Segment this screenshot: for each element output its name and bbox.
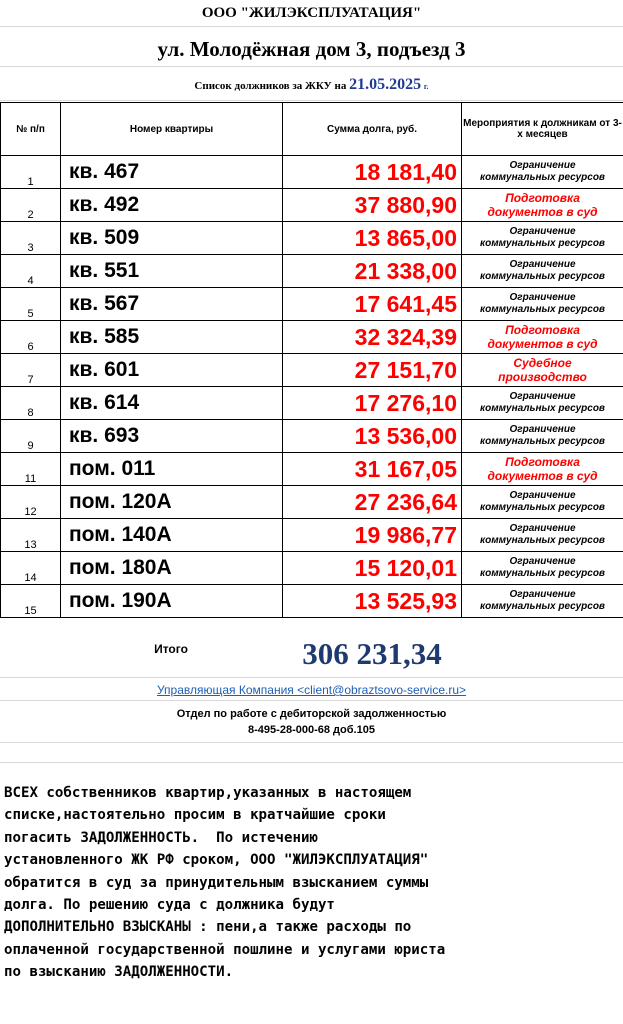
measure-line: документов в суд [487,205,598,219]
date-suffix: г. [423,82,429,91]
row-num: 11 [1,453,61,486]
row-apartment: пом. 140А [61,519,283,552]
row-amount: 31 167,05 [283,453,462,486]
row-num: 2 [1,189,61,222]
row-measure [462,486,623,519]
notice-line: погасить ЗАДОЛЖЕННОСТЬ. По истечению [4,829,318,846]
list-date: 21.05.2025 [349,76,422,93]
measure-line: Подготовка [505,455,580,469]
measure-line: коммунальных ресурсов [480,403,605,414]
notice-line: списке,настоятельно просим в кратчайшие сроки [4,807,386,824]
measure-line: производство [498,370,587,384]
table-body [1,156,623,618]
row-amount: 27 236,64 [283,486,462,519]
row-measure [462,321,623,354]
table-row [1,420,623,453]
notice-line: долга. По решению суда с должника будут [4,897,335,914]
table-row [1,321,623,354]
debtors-table [0,102,623,618]
row-num: 6 [1,321,61,354]
row-apartment: кв. 693 [61,420,283,453]
row-amount: 19 986,77 [283,519,462,552]
row-num: 3 [1,222,61,255]
row-amount: 13 865,00 [283,222,462,255]
row-num: 7 [1,354,61,387]
notice-line: обратится в суд за принудительным взысканием суммы [4,874,429,891]
grid-line [0,762,623,763]
notice-line: ДОПОЛНИТЕЛЬНО ВЗЫСКАНЫ : пени,а также расходы по [4,919,412,936]
row-apartment: кв. 492 [61,189,283,222]
measure-line: Ограничение [509,391,576,402]
measure-line: Подготовка [505,323,580,337]
row-measure [462,288,623,321]
table-row [1,486,623,519]
measure-line: коммунальных ресурсов [480,601,605,612]
row-measure [462,156,623,189]
row-apartment: пом. 120А [61,486,283,519]
row-apartment: кв. 509 [61,222,283,255]
measure-line: Ограничение [509,160,576,171]
notice-line: по взысканию ЗАДОЛЖЕННОСТИ. [4,964,234,981]
measure-line: Подготовка [505,191,580,205]
row-apartment: кв. 467 [61,156,283,189]
org-name: ООО "ЖИЛЭКСПЛУАТАЦИЯ" [201,5,422,21]
list-subtitle [0,72,623,98]
table-row [1,552,623,585]
measure-line: Ограничение [509,490,576,501]
row-num: 1 [1,156,61,189]
row-num: 5 [1,288,61,321]
table-row [1,288,623,321]
measure-line: документов в суд [487,337,598,351]
row-num: 4 [1,255,61,288]
notice-line: оплаченной государственной пошлине и услугами юриста [4,941,446,958]
row-amount: 13 525,93 [283,585,462,618]
row-measure [462,420,623,453]
row-measure [462,387,623,420]
table-row [1,519,623,552]
row-num: 14 [1,552,61,585]
row-amount: 32 324,39 [283,321,462,354]
row-measure [462,519,623,552]
measure-line: коммунальных ресурсов [480,271,605,282]
header-measures: Мероприятия к должникам от 3-х месяцев [462,103,623,156]
row-num: 12 [1,486,61,519]
total-label: Итого [154,642,188,656]
measure-line: коммунальных ресурсов [480,568,605,579]
measure-line: коммунальных ресурсов [480,436,605,447]
row-measure [462,354,623,387]
grid-line [0,700,623,701]
row-amount: 21 338,00 [283,255,462,288]
measure-line: коммунальных ресурсов [480,172,605,183]
debt-notice-text [4,782,620,984]
row-amount: 15 120,01 [283,552,462,585]
row-measure [462,585,623,618]
row-amount: 13 536,00 [283,420,462,453]
grid-line [0,100,623,101]
row-amount: 18 181,40 [283,156,462,189]
row-apartment: пом. 190А [61,585,283,618]
table-row [1,387,623,420]
row-apartment: пом. 180А [61,552,283,585]
grid-line [0,677,623,678]
company-email-link[interactable]: Управляющая Компания <client@obraztsovo-service.ru> [156,683,467,697]
total-value: 306 231,34 [302,636,442,671]
subtitle-prefix: Список должников за ЖКУ на [194,80,347,92]
row-amount: 17 276,10 [283,387,462,420]
table-row [1,585,623,618]
row-num: 15 [1,585,61,618]
row-apartment: пом. 011 [61,453,283,486]
header-apartment: Номер квартиры [61,103,283,156]
header-num: № п/п [1,103,61,156]
address-title: ул. Молодёжная дом 3, подъезд 3 [157,37,466,61]
measure-line: Ограничение [509,523,576,534]
row-apartment: кв. 567 [61,288,283,321]
row-apartment: кв. 585 [61,321,283,354]
header-amount: Сумма долга, руб. [283,103,462,156]
table-header-row [1,103,623,156]
table-row [1,156,623,189]
row-measure [462,222,623,255]
grid-line [0,26,623,27]
row-apartment: кв. 614 [61,387,283,420]
table-row [1,354,623,387]
department-phone: 8-495-28-000-68 доб.105 [248,724,375,736]
measure-line: Ограничение [509,259,576,270]
measure-line: документов в суд [487,469,598,483]
notice-line: ВСЕХ собственников квартир,указанных в настоящем [4,785,412,801]
row-measure [462,453,623,486]
row-num: 8 [1,387,61,420]
notice-line: установленного ЖК РФ сроком, ООО "ЖИЛЭКСПЛУАТАЦИЯ" [4,852,429,869]
grid-line [0,742,623,743]
measure-line: коммунальных ресурсов [480,535,605,546]
row-amount: 17 641,45 [283,288,462,321]
table-row [1,453,623,486]
measure-line: Судебное [513,356,572,370]
measure-line: коммунальных ресурсов [480,502,605,513]
row-amount: 37 880,90 [283,189,462,222]
row-measure [462,552,623,585]
measure-line: коммунальных ресурсов [480,238,605,249]
table-row [1,222,623,255]
measure-line: Ограничение [509,292,576,303]
measure-line: Ограничение [509,556,576,567]
measure-line: Ограничение [509,589,576,600]
row-apartment: кв. 601 [61,354,283,387]
row-measure [462,255,623,288]
row-num: 9 [1,420,61,453]
measure-line: Ограничение [509,424,576,435]
row-measure [462,189,623,222]
table-row [1,255,623,288]
row-apartment: кв. 551 [61,255,283,288]
grid-line [0,66,623,67]
table-row [1,189,623,222]
measure-line: коммунальных ресурсов [480,304,605,315]
row-amount: 27 151,70 [283,354,462,387]
row-num: 13 [1,519,61,552]
department-name: Отдел по работе с дебиторской задолженностью [176,708,447,720]
measure-line: Ограничение [509,226,576,237]
